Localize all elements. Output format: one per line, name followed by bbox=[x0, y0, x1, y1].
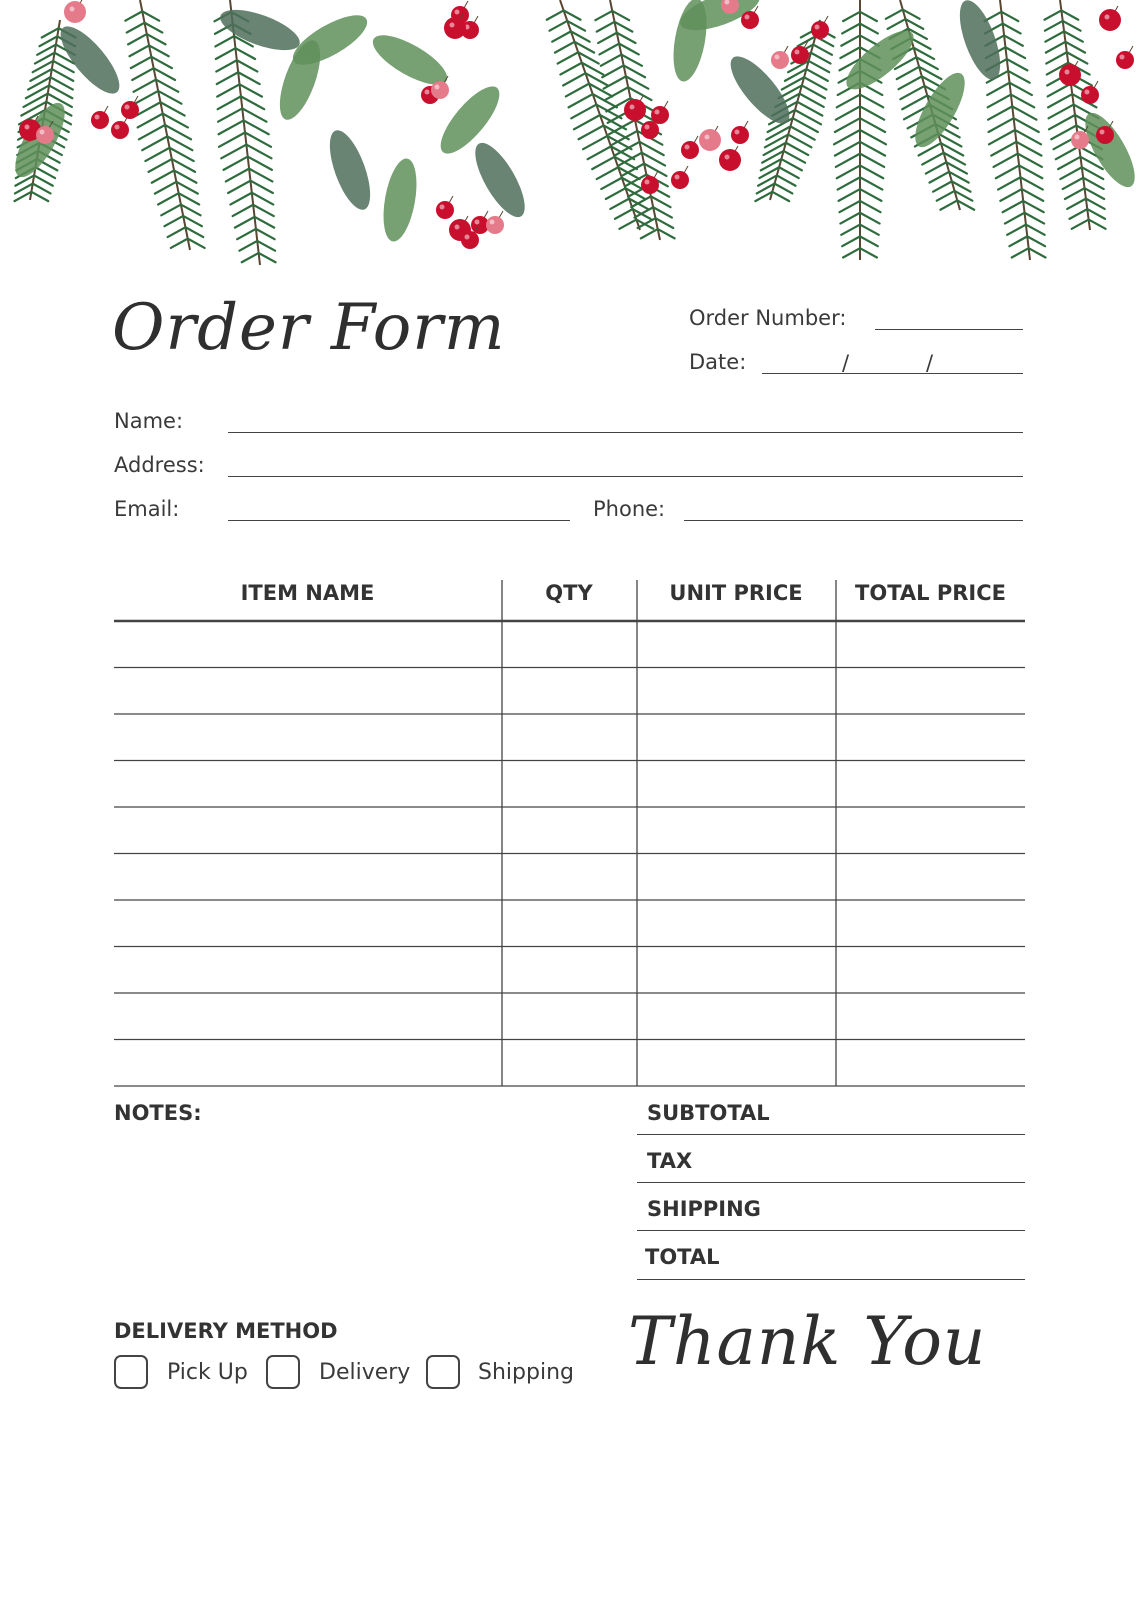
name-field[interactable] bbox=[228, 432, 1023, 433]
table-cell[interactable] bbox=[836, 622, 1025, 666]
delivery-method-heading: DELIVERY METHOD bbox=[114, 1319, 338, 1343]
column-header-total-price: TOTAL PRICE bbox=[855, 581, 1006, 605]
table-cell[interactable] bbox=[637, 622, 836, 666]
date-separator: / bbox=[926, 351, 934, 375]
table-cell[interactable] bbox=[637, 762, 836, 806]
table-cell[interactable] bbox=[836, 808, 1025, 852]
tax-label: TAX bbox=[647, 1149, 693, 1173]
shipping-option-label: Shipping bbox=[478, 1360, 574, 1385]
table-cell[interactable] bbox=[502, 1041, 637, 1085]
table-cell[interactable] bbox=[836, 669, 1025, 713]
table-cell[interactable] bbox=[502, 948, 637, 992]
order-number-label: Order Number: bbox=[689, 306, 847, 330]
table-cell[interactable] bbox=[637, 1041, 836, 1085]
shipping-checkbox[interactable] bbox=[426, 1355, 460, 1389]
delivery-checkbox[interactable] bbox=[266, 1355, 300, 1389]
column-header-qty: QTY bbox=[545, 581, 593, 605]
date-label: Date: bbox=[689, 350, 747, 374]
phone-field[interactable] bbox=[684, 520, 1023, 521]
table-cell[interactable] bbox=[114, 762, 502, 806]
name-label: Name: bbox=[114, 409, 184, 433]
total-label: TOTAL bbox=[645, 1245, 720, 1269]
table-cell[interactable] bbox=[502, 715, 637, 759]
total-field[interactable] bbox=[637, 1279, 1025, 1280]
table-cell[interactable] bbox=[114, 855, 502, 899]
table-cell[interactable] bbox=[114, 622, 502, 666]
table-cell[interactable] bbox=[836, 855, 1025, 899]
table-cell[interactable] bbox=[502, 762, 637, 806]
table-cell[interactable] bbox=[836, 994, 1025, 1038]
column-header-item-name: ITEM NAME bbox=[240, 581, 375, 605]
table-cell[interactable] bbox=[502, 808, 637, 852]
table-cell[interactable] bbox=[836, 901, 1025, 945]
pick-up-label: Pick Up bbox=[167, 1360, 248, 1385]
subtotal-label: SUBTOTAL bbox=[647, 1101, 770, 1125]
table-cell[interactable] bbox=[836, 1041, 1025, 1085]
date-separator: / bbox=[842, 351, 850, 375]
table-cell[interactable] bbox=[502, 901, 637, 945]
table-cell[interactable] bbox=[502, 669, 637, 713]
column-header-unit-price: UNIT PRICE bbox=[669, 581, 803, 605]
table-cell[interactable] bbox=[502, 855, 637, 899]
table-cell[interactable] bbox=[114, 994, 502, 1038]
page-title: Order Form bbox=[112, 291, 506, 365]
table-cell[interactable] bbox=[502, 622, 637, 666]
table-cell[interactable] bbox=[114, 669, 502, 713]
garland-illustration bbox=[0, 0, 1140, 280]
thank-you-text: Thank You bbox=[628, 1303, 987, 1380]
table-cell[interactable] bbox=[836, 948, 1025, 992]
order-number-field[interactable] bbox=[875, 329, 1023, 330]
email-label: Email: bbox=[114, 497, 180, 521]
phone-label: Phone: bbox=[593, 497, 666, 521]
table-cell[interactable] bbox=[114, 1041, 502, 1085]
pick-up-checkbox[interactable] bbox=[114, 1355, 148, 1389]
table-cell[interactable] bbox=[836, 762, 1025, 806]
table-cell[interactable] bbox=[836, 715, 1025, 759]
date-field[interactable] bbox=[762, 373, 1023, 374]
table-cell[interactable] bbox=[114, 808, 502, 852]
address-field[interactable] bbox=[228, 476, 1023, 477]
notes-label: NOTES: bbox=[114, 1101, 202, 1125]
subtotal-field[interactable] bbox=[637, 1134, 1025, 1135]
shipping-label: SHIPPING bbox=[647, 1197, 761, 1221]
table-cell[interactable] bbox=[637, 669, 836, 713]
shipping-field[interactable] bbox=[637, 1230, 1025, 1231]
table-cell[interactable] bbox=[502, 994, 637, 1038]
table-cell[interactable] bbox=[637, 948, 836, 992]
table-cell[interactable] bbox=[114, 948, 502, 992]
table-cell[interactable] bbox=[637, 715, 836, 759]
notes-area[interactable] bbox=[114, 1135, 594, 1265]
table-cell[interactable] bbox=[637, 901, 836, 945]
email-field[interactable] bbox=[228, 520, 570, 521]
table-cell[interactable] bbox=[637, 808, 836, 852]
tax-field[interactable] bbox=[637, 1182, 1025, 1183]
table-cell[interactable] bbox=[114, 715, 502, 759]
table-cell[interactable] bbox=[637, 855, 836, 899]
table-cell[interactable] bbox=[114, 901, 502, 945]
address-label: Address: bbox=[114, 453, 205, 477]
delivery-label: Delivery bbox=[319, 1360, 411, 1385]
table-cell[interactable] bbox=[637, 994, 836, 1038]
